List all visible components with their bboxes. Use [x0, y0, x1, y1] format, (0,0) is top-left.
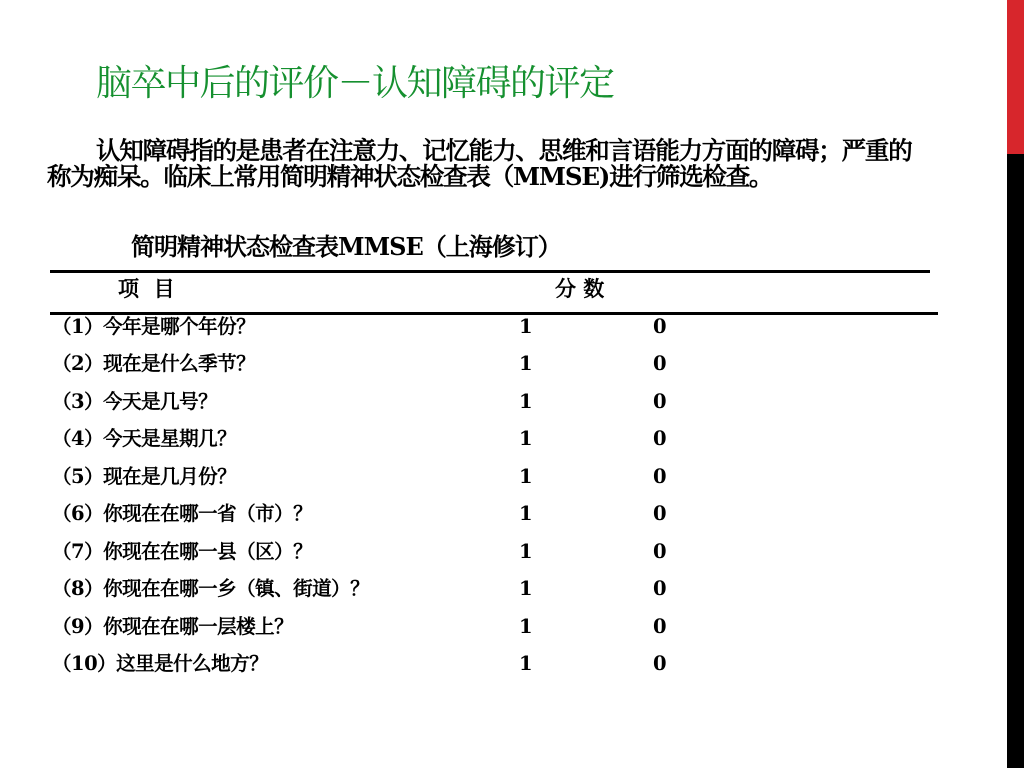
- score-no: 0: [653, 577, 667, 600]
- score-no: 0: [653, 540, 667, 563]
- score-no: 0: [653, 427, 667, 450]
- table-row: [0, 501, 1000, 539]
- score-yes: 1: [519, 427, 533, 450]
- header-item: 项 目: [118, 276, 175, 301]
- score-yes: 1: [519, 315, 533, 338]
- table-caption: 简明精神状态检查表MMSE（上海修订）: [131, 232, 561, 261]
- score-no: 0: [653, 390, 667, 413]
- score-yes: 1: [519, 615, 533, 638]
- question-text: （6）你现在在哪一省（市）？: [52, 502, 313, 525]
- table-row: [0, 464, 1000, 502]
- score-no: 0: [653, 352, 667, 375]
- table-top-rule: [50, 270, 930, 273]
- table-row: [0, 651, 1000, 689]
- score-yes: 1: [519, 577, 533, 600]
- score-no: 0: [653, 652, 667, 675]
- question-text: （2）现在是什么季节？: [52, 352, 256, 375]
- score-yes: 1: [519, 352, 533, 375]
- table-row: [0, 314, 1000, 352]
- score-yes: 1: [519, 390, 533, 413]
- score-no: 0: [653, 502, 667, 525]
- question-text: （10）这里是什么地方？: [52, 652, 269, 675]
- question-text: （9）你现在在哪一层楼上？: [52, 615, 294, 638]
- score-no: 0: [653, 315, 667, 338]
- score-yes: 1: [519, 465, 533, 488]
- intro-paragraph: 认知障碍指的是患者在注意力、记忆能力、思维和言语能力方面的障碍；严重的称为痴呆。临床上常用简明精神状态检查表（MMSE)进行筛选检查。: [47, 136, 912, 191]
- question-text: （1）今年是哪个年份？: [52, 315, 256, 338]
- table-row: [0, 539, 1000, 577]
- score-yes: 1: [519, 502, 533, 525]
- accent-bar-black: [1007, 154, 1024, 768]
- question-text: （5）现在是几月份？: [52, 465, 237, 488]
- accent-bar-red: [1007, 0, 1024, 154]
- table-row: [0, 389, 1000, 427]
- slide-title: 脑卒中后的评价－认知障碍的评定: [96, 63, 614, 104]
- question-text: （4）今天是星期几？: [52, 427, 237, 450]
- question-text: （3）今天是几号？: [52, 390, 218, 413]
- score-yes: 1: [519, 652, 533, 675]
- table-row: [0, 351, 1000, 389]
- table-row: [0, 576, 1000, 614]
- score-no: 0: [653, 465, 667, 488]
- question-text: （7）你现在在哪一县（区）？: [52, 540, 313, 563]
- table-header-rule: [50, 312, 938, 315]
- score-no: 0: [653, 615, 667, 638]
- table-row: [0, 614, 1000, 652]
- table-row: [0, 426, 1000, 464]
- header-score: 分 数: [555, 276, 605, 301]
- question-text: （8）你现在在哪一乡（镇、街道）？: [52, 577, 370, 600]
- score-yes: 1: [519, 540, 533, 563]
